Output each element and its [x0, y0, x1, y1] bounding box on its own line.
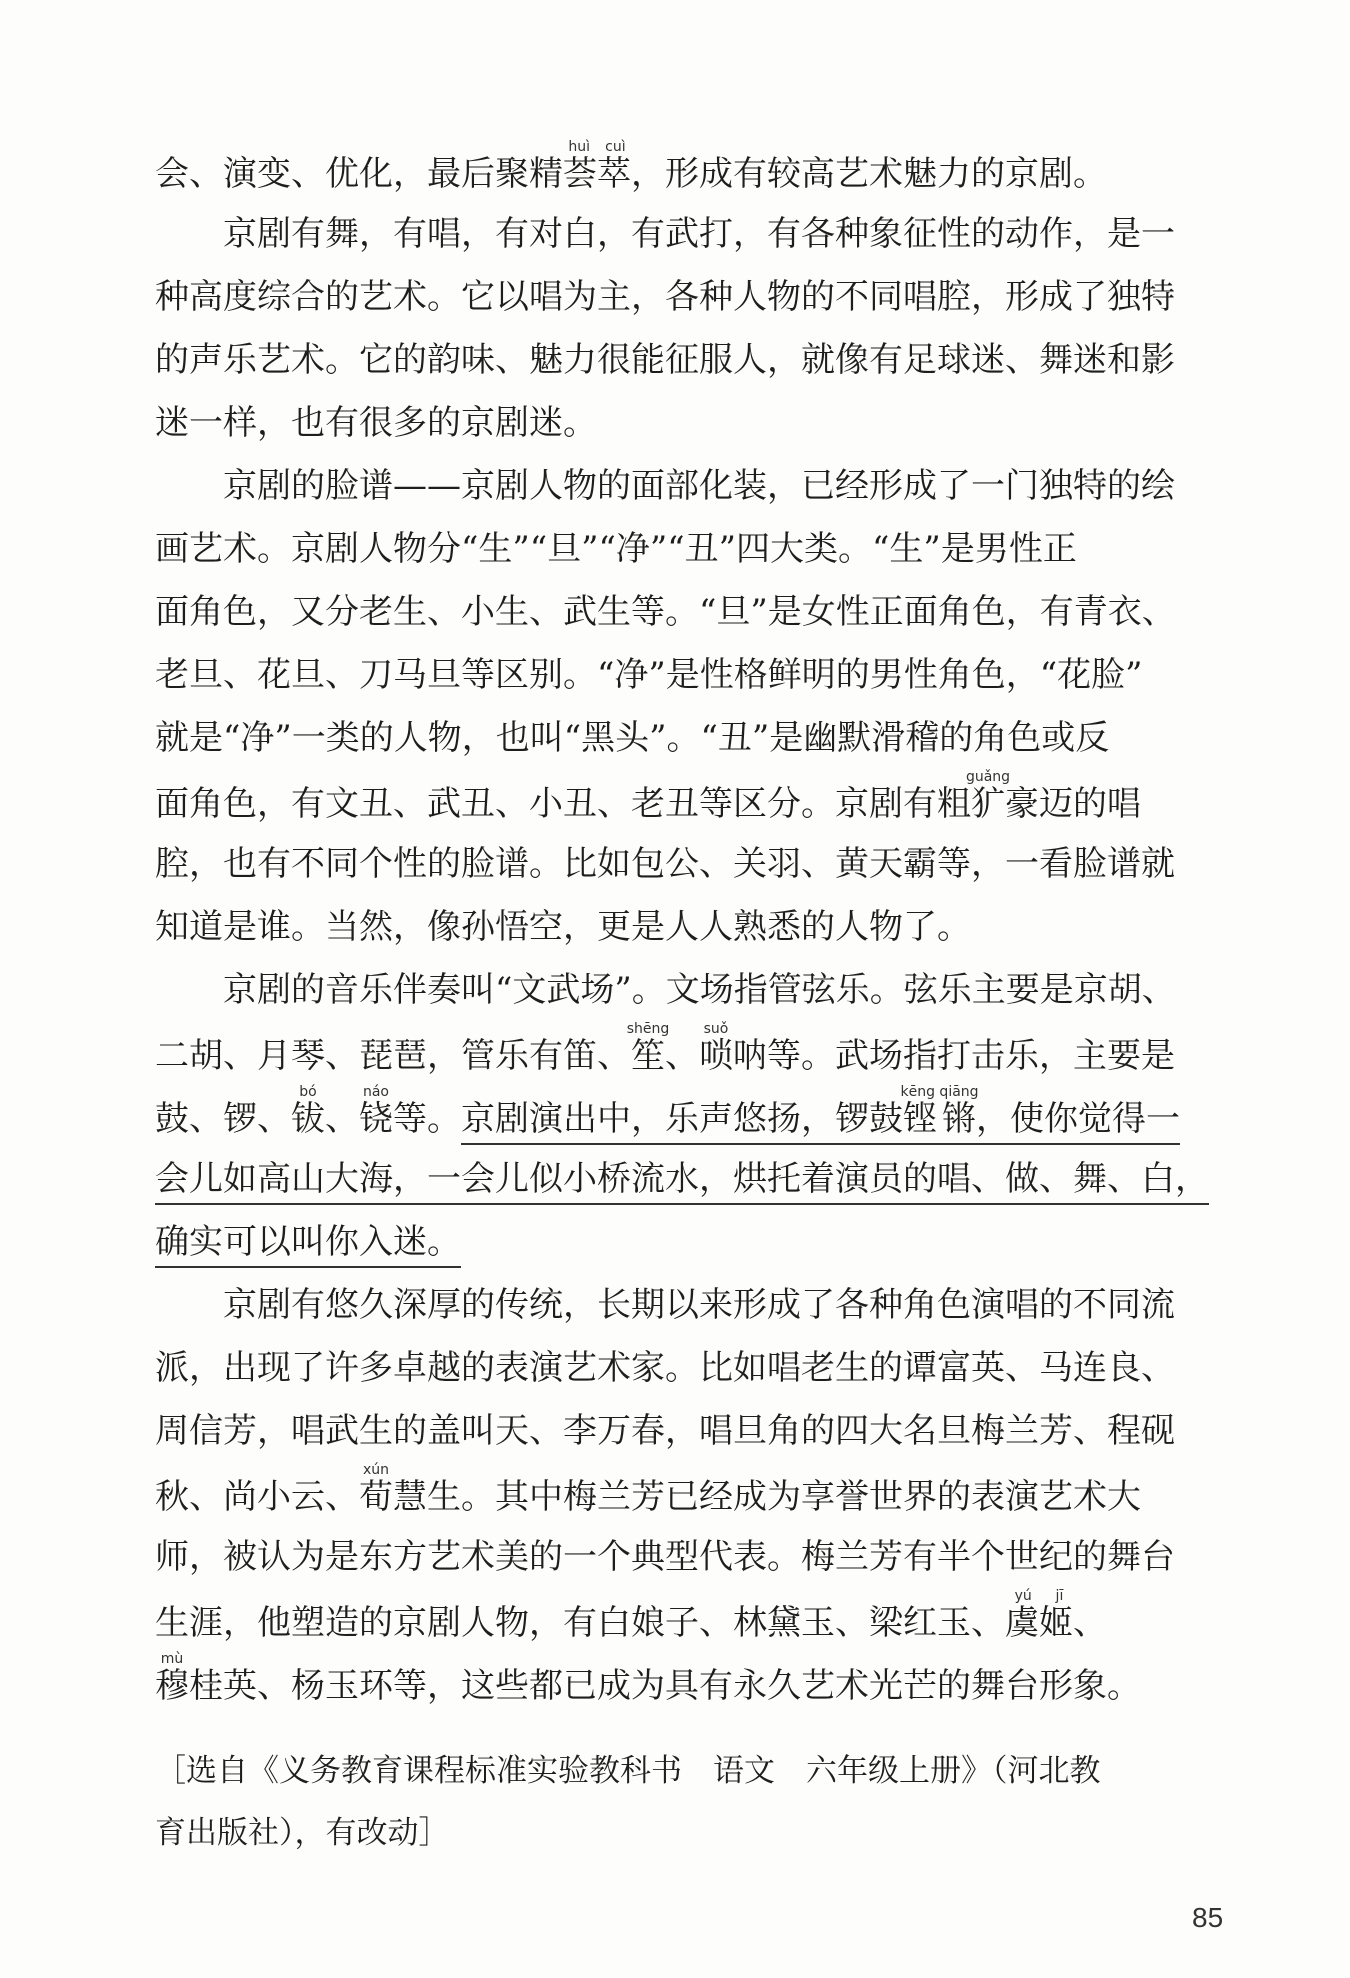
article-line: 的声乐艺术。它的韵味、魅力很能征服人，就像有足球迷、舞迷和影	[155, 340, 1175, 380]
pinyin-annotation: 穆mù	[155, 1651, 189, 1706]
article-line: 就是“净”一类的人物，也叫“黑头”。“丑”是幽默滑稽的角色或反	[155, 718, 1110, 758]
article-line: 老旦、花旦、刀马旦等区别。“净”是性格鲜明的男性角色，“花脸”	[155, 655, 1143, 695]
article-line: 知道是谁。当然，像孙悟空，更是人人熟悉的人物了。	[155, 907, 971, 947]
pinyin-annotation: 笙shēng	[626, 1021, 670, 1076]
article-line: 生涯，他塑造的京剧人物，有白娘子、林黛玉、梁红玉、虞姬yú jī、	[155, 1588, 1107, 1643]
article-line: 派，出现了许多卓越的表演艺术家。比如唱老生的谭富英、马连良、	[155, 1348, 1175, 1388]
article-line: 种高度综合的艺术。它以唱为主，各种人物的不同唱腔，形成了独特	[155, 277, 1175, 317]
pinyin-annotation: 铿锵kēng qiāng	[900, 1084, 979, 1139]
article-line: 师，被认为是东方艺术美的一个典型代表。梅兰芳有半个世纪的舞台	[155, 1537, 1175, 1577]
article-line: 腔，也有不同个性的脸谱。比如包公、关羽、黄天霸等，一看脸谱就	[155, 844, 1175, 884]
pinyin-annotation: 荟萃huì cuì	[563, 139, 631, 194]
source-line-2: 育出版社），有改动］	[155, 1815, 450, 1851]
article-line: 画艺术。京剧人物分“生”“旦”“净”“丑”四大类。“生”是男性正	[155, 529, 1077, 569]
article-line: 穆mù桂英、杨玉环等，这些都已成为具有永久艺术光芒的舞台形象。	[155, 1651, 1141, 1706]
article-line: 面角色，又分老生、小生、武生等。“旦”是女性正面角色，有青衣、	[155, 592, 1176, 632]
pinyin-annotation: 唢suǒ	[699, 1021, 733, 1076]
underlined-sentence: 会儿如高山大海，一会儿似小桥流水，烘托着演员的唱、做、舞、白，	[155, 1159, 1209, 1205]
article-line	[155, 1211, 1200, 1274]
article-line: 周信芳，唱武生的盖叫天、李万春，唱旦角的四大名旦梅兰芳、程砚	[155, 1411, 1175, 1451]
article-line: 迷一样，也有很多的京剧迷。	[155, 403, 597, 443]
pinyin-annotation: 犷guǎng	[965, 769, 1011, 824]
page-number: 85	[1192, 1902, 1224, 1933]
pinyin-annotation: 钹bó	[291, 1084, 325, 1139]
article-line: 秋、尚小云、荀xún慧生。其中梅兰芳已经成为享誉世界的表演艺术大	[155, 1462, 1141, 1517]
article-line: 二胡、月琴、琵琶，管乐有笛、笙shēng、唢suǒ呐等。武场指打击乐，主要是	[155, 1021, 1175, 1076]
underlined-sentence: 京剧演出中，乐声悠扬，锣鼓铿锵kēng qiāng，使你觉得一	[461, 1099, 1180, 1145]
pinyin-annotation: 虞姬yú jī	[1005, 1588, 1073, 1643]
pinyin-annotation: 铙náo	[359, 1084, 393, 1139]
article-line: 会、演变、优化，最后聚精荟萃huì cuì，形成有较高艺术魅力的京剧。	[155, 139, 1107, 194]
source-citation	[155, 1740, 1200, 1864]
article-line: 面角色，有文丑、武丑、小丑、老丑等区分。京剧有粗犷guǎng豪迈的唱	[155, 769, 1141, 824]
article-line: 京剧有悠久深厚的传统，长期以来形成了各种角色演唱的不同流	[223, 1285, 1175, 1325]
underlined-sentence: 确实可以叫你入迷。	[155, 1222, 461, 1268]
article-line: 鼓、锣、钹bó、铙náo等。京剧演出中，乐声悠扬，锣鼓铿锵kēng qiāng，使你觉得一	[155, 1085, 1200, 1148]
article-body	[155, 139, 1209, 1715]
pinyin-annotation: 荀xún	[359, 1462, 393, 1517]
source-line-1: ［选自《义务教育课程标准实验教科书 语文 六年级上册》（河北教	[155, 1753, 1101, 1789]
article-line: 京剧的脸谱——京剧人物的面部化装，已经形成了一门独特的绘	[223, 466, 1175, 506]
article-line	[155, 1148, 1209, 1211]
article-line: 京剧的音乐伴奏叫“文武场”。文场指管弦乐。弦乐主要是京胡、	[223, 970, 1176, 1010]
article-line: 京剧有舞，有唱，有对白，有武打，有各种象征性的动作，是一	[223, 214, 1175, 254]
